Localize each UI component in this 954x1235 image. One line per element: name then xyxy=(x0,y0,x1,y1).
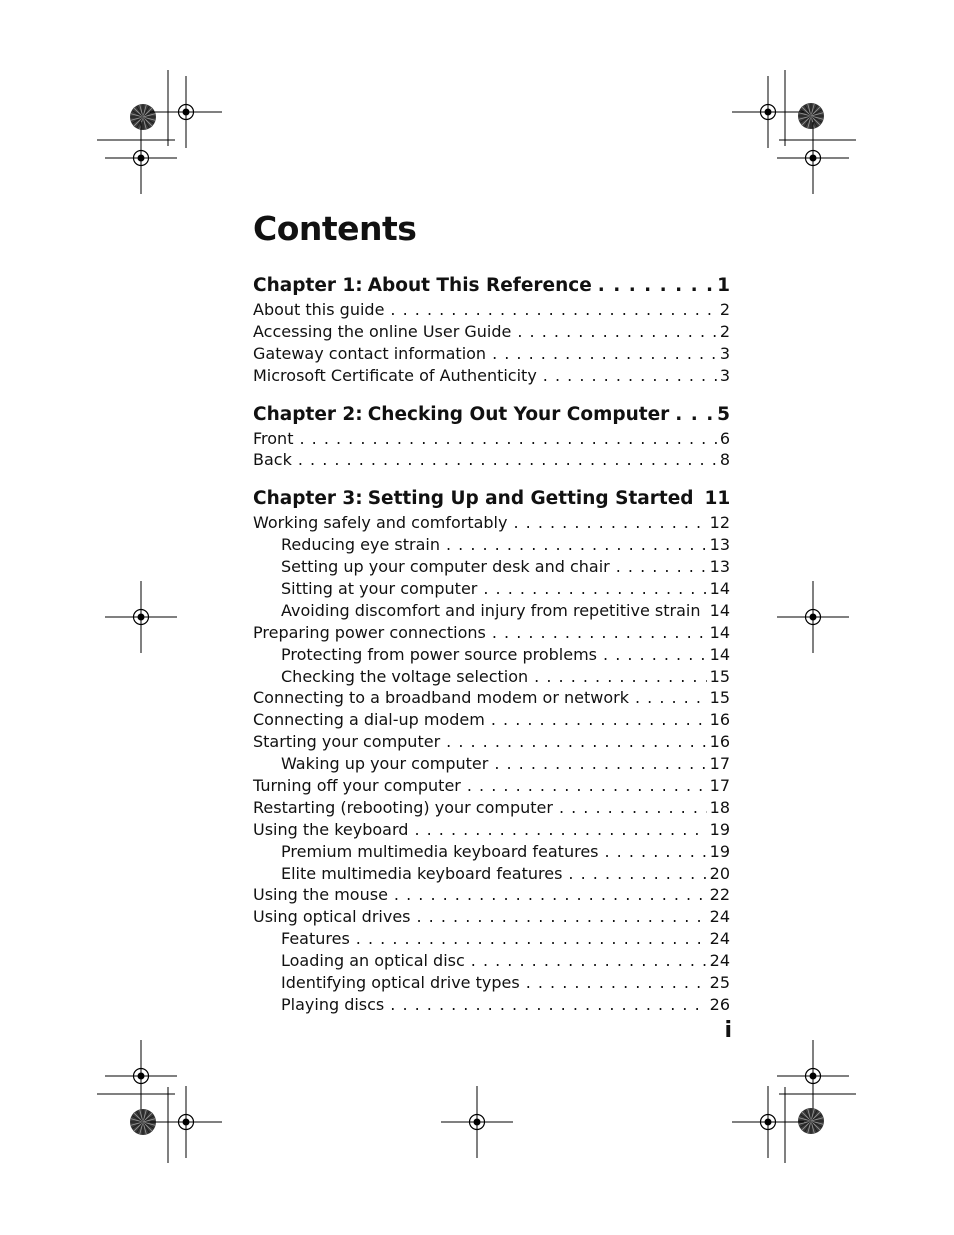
entry-page-number: 24 xyxy=(709,951,730,971)
entry-title: Setting up your computer desk and chair xyxy=(281,557,610,577)
entry-title: Protecting from power source problems xyxy=(281,644,598,664)
toc-subentry[interactable] xyxy=(253,972,730,994)
toc-entry[interactable] xyxy=(253,775,730,797)
entry-title: Reducing eye strain xyxy=(281,535,440,555)
entry-page-number: 24 xyxy=(709,907,730,927)
toc-entry[interactable] xyxy=(253,687,730,709)
entry-title: Connecting to a broadband modem or network xyxy=(253,688,629,708)
page-number: i xyxy=(724,1018,732,1043)
entry-page-number: 16 xyxy=(709,732,730,752)
chapter-list xyxy=(253,273,730,1016)
entry-page-number: 15 xyxy=(709,666,730,686)
entry-title: Playing discs xyxy=(281,994,385,1014)
entry-page-number: 22 xyxy=(709,885,730,905)
entry-page-number: 2 xyxy=(719,321,730,341)
dot-leader xyxy=(446,534,707,556)
dot-leader xyxy=(492,343,717,365)
registration-starburst-icon xyxy=(130,104,156,130)
entry-title: Connecting a dial-up modem xyxy=(253,710,485,730)
dot-leader xyxy=(414,819,706,841)
chapter-heading[interactable] xyxy=(253,402,730,428)
chapter-page-number: 1 xyxy=(717,275,730,296)
toc-entry[interactable] xyxy=(253,365,730,387)
dot-leader xyxy=(492,622,707,644)
registration-target-icon xyxy=(441,1086,513,1158)
dot-leader xyxy=(471,950,707,972)
entry-page-number: 14 xyxy=(709,644,730,664)
chapter-title xyxy=(253,273,592,299)
toc-entry[interactable] xyxy=(253,343,730,365)
toc-subentry[interactable] xyxy=(253,534,730,556)
entry-title: Microsoft Certificate of Authenticity xyxy=(253,365,537,385)
dot-leader xyxy=(543,365,717,387)
entry-title: Features xyxy=(281,929,350,949)
table-of-contents xyxy=(253,205,730,1031)
registration-starburst-icon xyxy=(798,1108,824,1134)
dot-leader xyxy=(446,731,707,753)
toc-entry[interactable] xyxy=(253,906,730,928)
registration-target-icon xyxy=(105,581,177,653)
toc-entry[interactable] xyxy=(253,321,730,343)
toc-subentry[interactable] xyxy=(253,950,730,972)
entry-title: Gateway contact information xyxy=(253,343,487,363)
chapter-heading[interactable] xyxy=(253,486,730,512)
entry-title: Starting your computer xyxy=(253,732,441,752)
toc-subentry[interactable] xyxy=(253,928,730,950)
toc-entry[interactable] xyxy=(253,622,730,644)
toc-subentry[interactable] xyxy=(253,994,730,1016)
entry-page-number: 14 xyxy=(709,622,730,642)
dot-leader xyxy=(298,449,717,471)
entry-title: Elite multimedia keyboard features xyxy=(281,863,563,883)
page-title: Contents xyxy=(253,209,417,248)
chapter-section xyxy=(253,486,730,1015)
chapter-name: About This Reference xyxy=(367,275,592,296)
entry-page-number: 15 xyxy=(709,688,730,708)
entry-page-number: 17 xyxy=(709,776,730,796)
entry-title: Using the mouse xyxy=(253,885,388,905)
entry-page-number: 14 xyxy=(709,579,730,599)
registration-target-icon xyxy=(777,1040,849,1112)
dot-leader xyxy=(513,512,706,534)
dot-leader xyxy=(356,928,707,950)
dot-leader xyxy=(605,841,707,863)
registration-target-icon xyxy=(777,122,849,194)
entry-page-number: 24 xyxy=(709,929,730,949)
entry-title: About this guide xyxy=(253,300,385,319)
toc-subentry[interactable] xyxy=(253,841,730,863)
entry-title: Identifying optical drive types xyxy=(281,973,520,993)
entry-page-number: 3 xyxy=(719,365,730,385)
dot-leader xyxy=(491,709,707,731)
entry-page-number: 16 xyxy=(709,710,730,730)
entry-title: Front xyxy=(253,428,294,448)
dot-leader xyxy=(467,775,707,797)
registration-starburst-icon xyxy=(798,103,824,129)
entry-title: Waking up your computer xyxy=(281,754,489,774)
entry-title: Sitting at your computer xyxy=(281,579,478,599)
registration-target-icon xyxy=(732,1086,804,1158)
entry-page-number: 13 xyxy=(709,535,730,555)
entry-page-number: 14 xyxy=(709,600,730,620)
toc-subentry[interactable] xyxy=(253,578,730,600)
toc-entry[interactable] xyxy=(253,819,730,841)
dot-leader xyxy=(417,906,707,928)
entry-title: Premium multimedia keyboard features xyxy=(281,841,599,861)
dot-leader xyxy=(390,299,716,321)
dot-leader xyxy=(390,994,706,1016)
entry-title: Working safely and comfortably xyxy=(253,513,508,533)
entry-title: Using optical drives xyxy=(253,907,411,927)
toc-entry[interactable] xyxy=(253,299,730,321)
entry-title: Using the keyboard xyxy=(253,819,409,839)
entry-page-number: 2 xyxy=(719,300,730,319)
entry-title: Back xyxy=(253,450,292,470)
registration-target-icon xyxy=(150,1086,222,1158)
entry-title: Loading an optical disc xyxy=(281,951,465,971)
toc-entry[interactable] xyxy=(253,449,730,471)
entry-page-number: 26 xyxy=(709,994,730,1014)
chapter-name: Checking Out Your Computer xyxy=(367,403,670,425)
chapter-number: Chapter 2: xyxy=(253,403,363,425)
chapter-name: Setting Up and Getting Started xyxy=(367,488,694,510)
entry-title: Checking the voltage selection xyxy=(281,666,529,686)
toc-subentry[interactable] xyxy=(253,556,730,578)
dot-leader xyxy=(483,578,706,600)
chapter-section xyxy=(253,273,730,387)
dot-leader xyxy=(559,797,707,819)
entry-page-number: 13 xyxy=(709,557,730,577)
entry-page-number: 8 xyxy=(719,450,730,470)
dot-leader xyxy=(603,644,707,666)
entry-page-number: 25 xyxy=(709,973,730,993)
toc-subentry[interactable] xyxy=(253,753,730,775)
entry-page-number: 17 xyxy=(709,754,730,774)
dot-leader xyxy=(517,321,716,343)
dot-leader xyxy=(675,402,712,428)
dot-leader xyxy=(568,863,706,885)
chapter-heading[interactable] xyxy=(253,273,730,299)
toc-entry[interactable] xyxy=(253,731,730,753)
toc-subentry[interactable] xyxy=(253,644,730,666)
dot-leader xyxy=(635,687,707,709)
registration-target-icon xyxy=(150,76,222,148)
dot-leader xyxy=(598,273,712,299)
toc-subentry[interactable] xyxy=(253,666,730,688)
chapter-number: Chapter 3: xyxy=(253,488,363,510)
registration-target-icon xyxy=(732,76,804,148)
chapter-page-number: 11 xyxy=(704,488,731,510)
toc-entry[interactable] xyxy=(253,512,730,534)
entry-page-number: 19 xyxy=(709,841,730,861)
chapter-page-number: 5 xyxy=(717,403,730,425)
chapter-number: Chapter 1: xyxy=(253,275,363,296)
entry-title: Preparing power connections xyxy=(253,622,486,642)
toc-entry[interactable] xyxy=(253,797,730,819)
dot-leader xyxy=(494,753,706,775)
entry-page-number: 20 xyxy=(709,863,730,883)
dot-leader xyxy=(394,884,707,906)
entry-page-number: 19 xyxy=(709,819,730,839)
dot-leader xyxy=(526,972,707,994)
dot-leader xyxy=(299,428,716,450)
toc-entry[interactable] xyxy=(253,709,730,731)
entry-title: Avoiding discomfort and injury from repetitive strain xyxy=(281,600,701,620)
entry-page-number: 3 xyxy=(719,343,730,363)
dot-leader xyxy=(534,666,706,688)
entry-title: Accessing the online User Guide xyxy=(253,321,512,341)
entry-page-number: 6 xyxy=(719,428,730,448)
dot-leader xyxy=(616,556,707,578)
chapter-title xyxy=(253,486,694,512)
toc-subentry[interactable] xyxy=(253,600,730,622)
entry-title: Restarting (rebooting) your computer xyxy=(253,797,553,817)
chapter-title xyxy=(253,402,669,428)
registration-target-icon xyxy=(105,1040,177,1112)
entry-page-number: 18 xyxy=(709,797,730,817)
chapter-section xyxy=(253,402,730,472)
toc-entry[interactable] xyxy=(253,884,730,906)
entry-page-number: 12 xyxy=(709,513,730,533)
entry-title: Turning off your computer xyxy=(253,776,461,796)
toc-subentry[interactable] xyxy=(253,863,730,885)
registration-target-icon xyxy=(105,122,177,194)
registration-target-icon xyxy=(777,581,849,653)
toc-entry[interactable] xyxy=(253,428,730,450)
